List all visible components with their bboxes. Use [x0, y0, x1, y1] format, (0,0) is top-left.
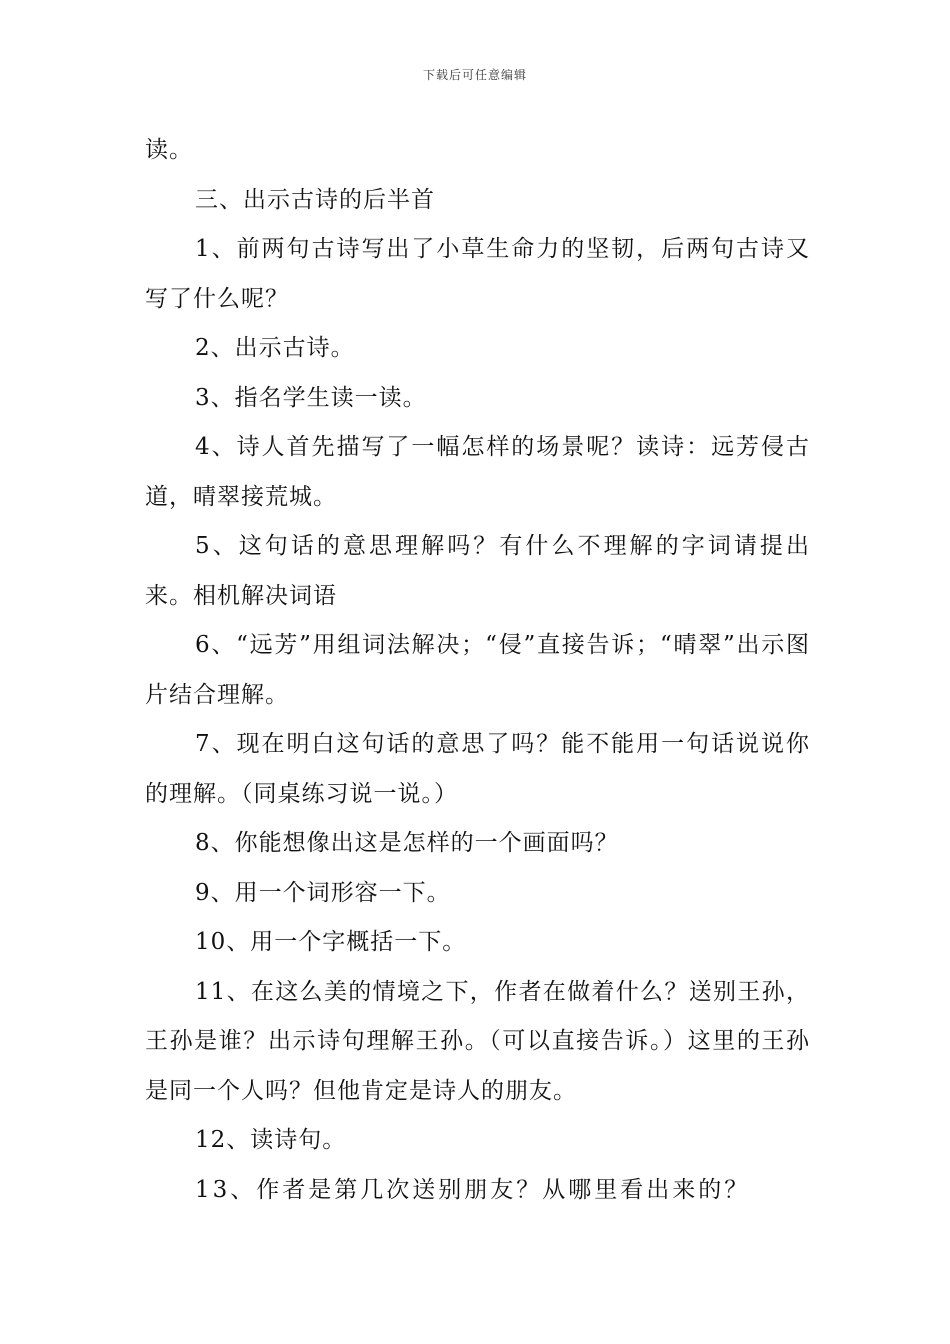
paragraph-item-11: 11、在这么美的情境之下，作者在做着什么？送别王孙，王孙是谁？出示诗句理解王孙。（可以直接告诉。）这里的王孙是同一个人吗？但他肯定是诗人的朋友。 [145, 978, 810, 1104]
paragraph-item-10: 10、用一个字概括一下。 [195, 929, 467, 955]
paragraph-item-2: 2、出示古诗。 [195, 335, 355, 361]
paragraph-item-5: 5、这句话的意思理解吗？有什么不理解的字词请提出来。相机解决词语 [145, 533, 810, 609]
page-header: 下载后可任意编辑 [422, 68, 527, 82]
paragraph-item-1: 1、前两句古诗写出了小草生命力的坚韧，后两句古诗又写了什么呢？ [145, 236, 810, 312]
paragraph-item-13: 13、作者是第几次送别朋友？从哪里看出来的？ [195, 1176, 751, 1203]
paragraph-continuation: 读。 [145, 137, 193, 163]
document-body [145, 126, 810, 1215]
section-heading: 三、出示古诗的后半首 [195, 186, 435, 213]
paragraph-item-6: 6、“远芳”用组词法解决；“侵”直接告诉；“晴翠”出示图片结合理解。 [145, 632, 810, 708]
paragraph-item-9: 9、用一个词形容一下。 [195, 879, 451, 906]
paragraph-item-8: 8、你能想像出这是怎样的一个画面吗？ [195, 830, 619, 856]
paragraph-item-12: 12、读诗句。 [195, 1127, 347, 1153]
paragraph-item-3: 3、指名学生读一读。 [195, 384, 427, 411]
paragraph-item-4: 4、诗人首先描写了一幅怎样的场景呢？读诗：远芳侵古道，晴翠接荒城。 [145, 434, 810, 510]
paragraph-item-7: 7、现在明白这句话的意思了吗？能不能用一句话说说你的理解。（同桌练习说一说。） [145, 731, 810, 807]
